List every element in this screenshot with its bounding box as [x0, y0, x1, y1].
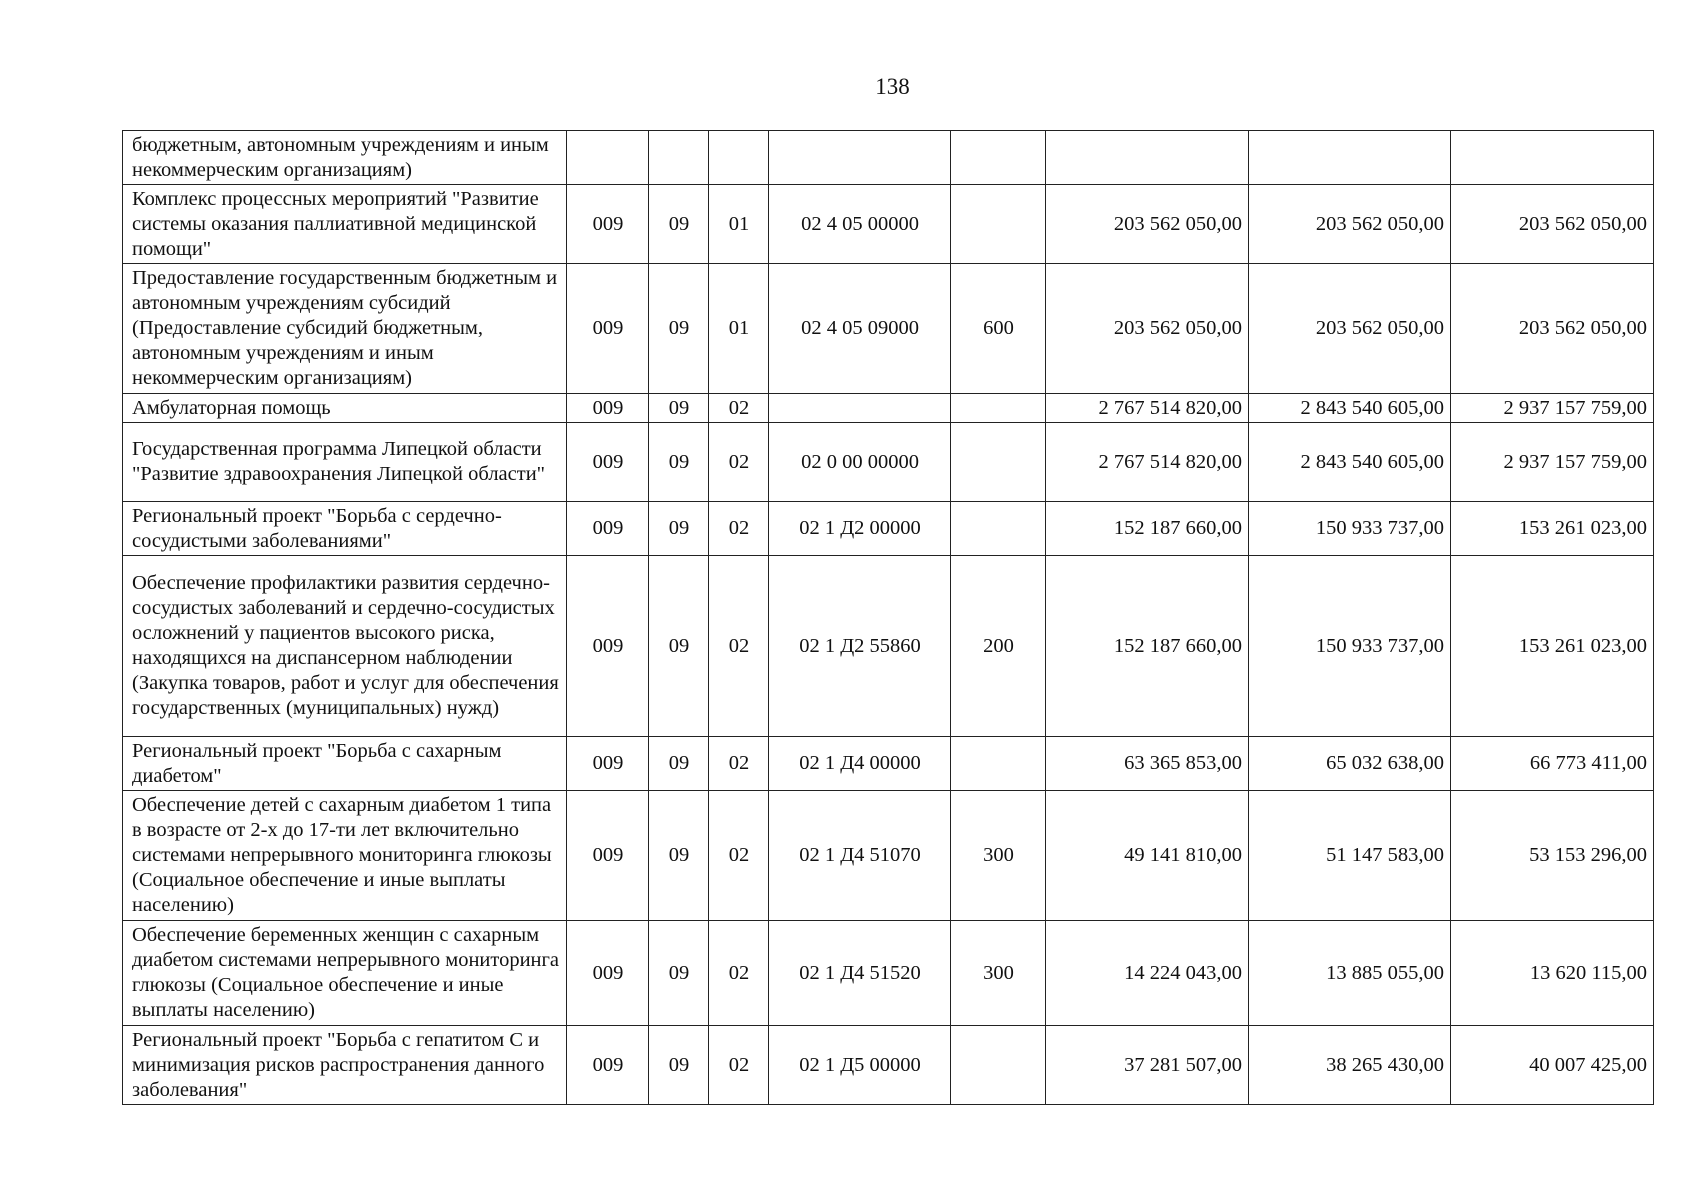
row-ved: 009: [567, 791, 649, 921]
row-sum-3: 40 007 425,00: [1451, 1026, 1654, 1105]
row-csr: 02 4 05 09000: [769, 264, 951, 394]
row-sum-3: 53 153 296,00: [1451, 791, 1654, 921]
table-row: [123, 185, 1654, 264]
row-sum-1: 49 141 810,00: [1046, 791, 1249, 921]
row-rz: 09: [649, 185, 709, 264]
row-sum-3: 203 562 050,00: [1451, 264, 1654, 394]
table-row: [123, 264, 1654, 394]
budget-table: [122, 130, 1654, 1105]
table-row: [123, 394, 1654, 423]
row-pr: 01: [709, 264, 769, 394]
row-description: Комплекс процессных мероприятий "Развитие системы оказания паллиативной медицинской помощи": [123, 185, 567, 264]
row-description: Региональный проект "Борьба с сердечно-сосудистыми заболеваниями": [123, 502, 567, 556]
table-row: [123, 921, 1654, 1026]
row-rz: 09: [649, 423, 709, 502]
row-sum-2: 13 885 055,00: [1249, 921, 1451, 1026]
row-sum-3: 153 261 023,00: [1451, 556, 1654, 737]
row-pr: 02: [709, 921, 769, 1026]
row-rz: 09: [649, 394, 709, 423]
row-rz: 09: [649, 1026, 709, 1105]
row-ved: 009: [567, 423, 649, 502]
row-pr: 02: [709, 502, 769, 556]
row-sum-1: 203 562 050,00: [1046, 185, 1249, 264]
row-csr: [769, 131, 951, 185]
row-sum-2: 65 032 638,00: [1249, 737, 1451, 791]
row-ved: 009: [567, 185, 649, 264]
row-csr: 02 1 Д4 00000: [769, 737, 951, 791]
row-rz: 09: [649, 737, 709, 791]
row-ved: 009: [567, 394, 649, 423]
row-rz: 09: [649, 791, 709, 921]
row-description: Обеспечение профилактики развития сердечно-сосудистых заболеваний и сердечно-сосудистых осложнений у пациентов высокого риска, находящихся на диспансерном наблюдении (Закупка товаров, работ и услуг для обеспечения государственных (муниципальных) нужд): [123, 556, 567, 737]
row-description: Предоставление государственным бюджетным и автономным учреждениям субсидий (Предоставление субсидий бюджетным, автономным учреждениям и иным некоммерческим организациям): [123, 264, 567, 394]
row-sum-2: 38 265 430,00: [1249, 1026, 1451, 1105]
row-csr: 02 1 Д2 55860: [769, 556, 951, 737]
row-vr: [951, 185, 1046, 264]
row-vr: 300: [951, 791, 1046, 921]
row-vr: 200: [951, 556, 1046, 737]
row-rz: 09: [649, 556, 709, 737]
row-sum-1: [1046, 131, 1249, 185]
row-sum-2: 2 843 540 605,00: [1249, 394, 1451, 423]
table-row: [123, 1026, 1654, 1105]
row-sum-2: 51 147 583,00: [1249, 791, 1451, 921]
row-rz: [649, 131, 709, 185]
row-description: Региональный проект "Борьба с гепатитом С и минимизация рисков распространения данного заболевания": [123, 1026, 567, 1105]
row-rz: 09: [649, 502, 709, 556]
row-sum-3: 2 937 157 759,00: [1451, 423, 1654, 502]
row-pr: [709, 131, 769, 185]
table-row: [123, 737, 1654, 791]
row-vr: [951, 394, 1046, 423]
row-description: Амбулаторная помощь: [123, 394, 567, 423]
row-sum-1: 152 187 660,00: [1046, 502, 1249, 556]
row-ved: 009: [567, 737, 649, 791]
row-sum-1: 2 767 514 820,00: [1046, 394, 1249, 423]
row-description: Региональный проект "Борьба с сахарным диабетом": [123, 737, 567, 791]
table-row: [123, 131, 1654, 185]
row-ved: 009: [567, 556, 649, 737]
row-ved: 009: [567, 502, 649, 556]
row-sum-3: 203 562 050,00: [1451, 185, 1654, 264]
row-vr: [951, 502, 1046, 556]
row-pr: 02: [709, 737, 769, 791]
row-sum-2: 203 562 050,00: [1249, 264, 1451, 394]
row-pr: 02: [709, 791, 769, 921]
row-sum-2: 203 562 050,00: [1249, 185, 1451, 264]
row-ved: 009: [567, 264, 649, 394]
row-sum-3: 153 261 023,00: [1451, 502, 1654, 556]
row-ved: 009: [567, 921, 649, 1026]
row-vr: 300: [951, 921, 1046, 1026]
page-number: 138: [875, 74, 910, 99]
row-vr: 600: [951, 264, 1046, 394]
row-csr: 02 1 Д2 00000: [769, 502, 951, 556]
row-sum-3: 66 773 411,00: [1451, 737, 1654, 791]
row-sum-2: [1249, 131, 1451, 185]
row-vr: [951, 423, 1046, 502]
row-csr: 02 0 00 00000: [769, 423, 951, 502]
row-csr: 02 1 Д4 51070: [769, 791, 951, 921]
row-ved: 009: [567, 1026, 649, 1105]
row-csr: 02 1 Д4 51520: [769, 921, 951, 1026]
row-sum-3: [1451, 131, 1654, 185]
table-row: [123, 556, 1654, 737]
row-rz: 09: [649, 921, 709, 1026]
row-sum-2: 150 933 737,00: [1249, 502, 1451, 556]
row-sum-3: 13 620 115,00: [1451, 921, 1654, 1026]
row-sum-2: 2 843 540 605,00: [1249, 423, 1451, 502]
row-sum-3: 2 937 157 759,00: [1451, 394, 1654, 423]
row-csr: [769, 394, 951, 423]
row-sum-2: 150 933 737,00: [1249, 556, 1451, 737]
row-pr: 02: [709, 556, 769, 737]
row-pr: 01: [709, 185, 769, 264]
row-pr: 02: [709, 394, 769, 423]
row-vr: [951, 1026, 1046, 1105]
row-sum-1: 152 187 660,00: [1046, 556, 1249, 737]
row-pr: 02: [709, 423, 769, 502]
row-vr: [951, 737, 1046, 791]
table-row: [123, 502, 1654, 556]
row-sum-1: 63 365 853,00: [1046, 737, 1249, 791]
row-csr: 02 1 Д5 00000: [769, 1026, 951, 1105]
row-sum-1: 14 224 043,00: [1046, 921, 1249, 1026]
row-description: бюджетным, автономным учреждениям и иным некоммерческим организациям): [123, 131, 567, 185]
row-rz: 09: [649, 264, 709, 394]
row-description: Обеспечение беременных женщин с сахарным диабетом системами непрерывного мониторинга глюкозы (Социальное обеспечение и иные выплаты населению): [123, 921, 567, 1026]
row-ved: [567, 131, 649, 185]
row-sum-1: 2 767 514 820,00: [1046, 423, 1249, 502]
row-vr: [951, 131, 1046, 185]
table-row: [123, 423, 1654, 502]
row-pr: 02: [709, 1026, 769, 1105]
row-description: Государственная программа Липецкой области "Развитие здравоохранения Липецкой области": [123, 423, 567, 502]
row-csr: 02 4 05 00000: [769, 185, 951, 264]
row-description: Обеспечение детей с сахарным диабетом 1 типа в возрасте от 2-х до 17-ти лет включительно системами непрерывного мониторинга глюкозы (Социальное обеспечение и иные выплаты населению): [123, 791, 567, 921]
row-sum-1: 203 562 050,00: [1046, 264, 1249, 394]
table-row: [123, 791, 1654, 921]
row-sum-1: 37 281 507,00: [1046, 1026, 1249, 1105]
